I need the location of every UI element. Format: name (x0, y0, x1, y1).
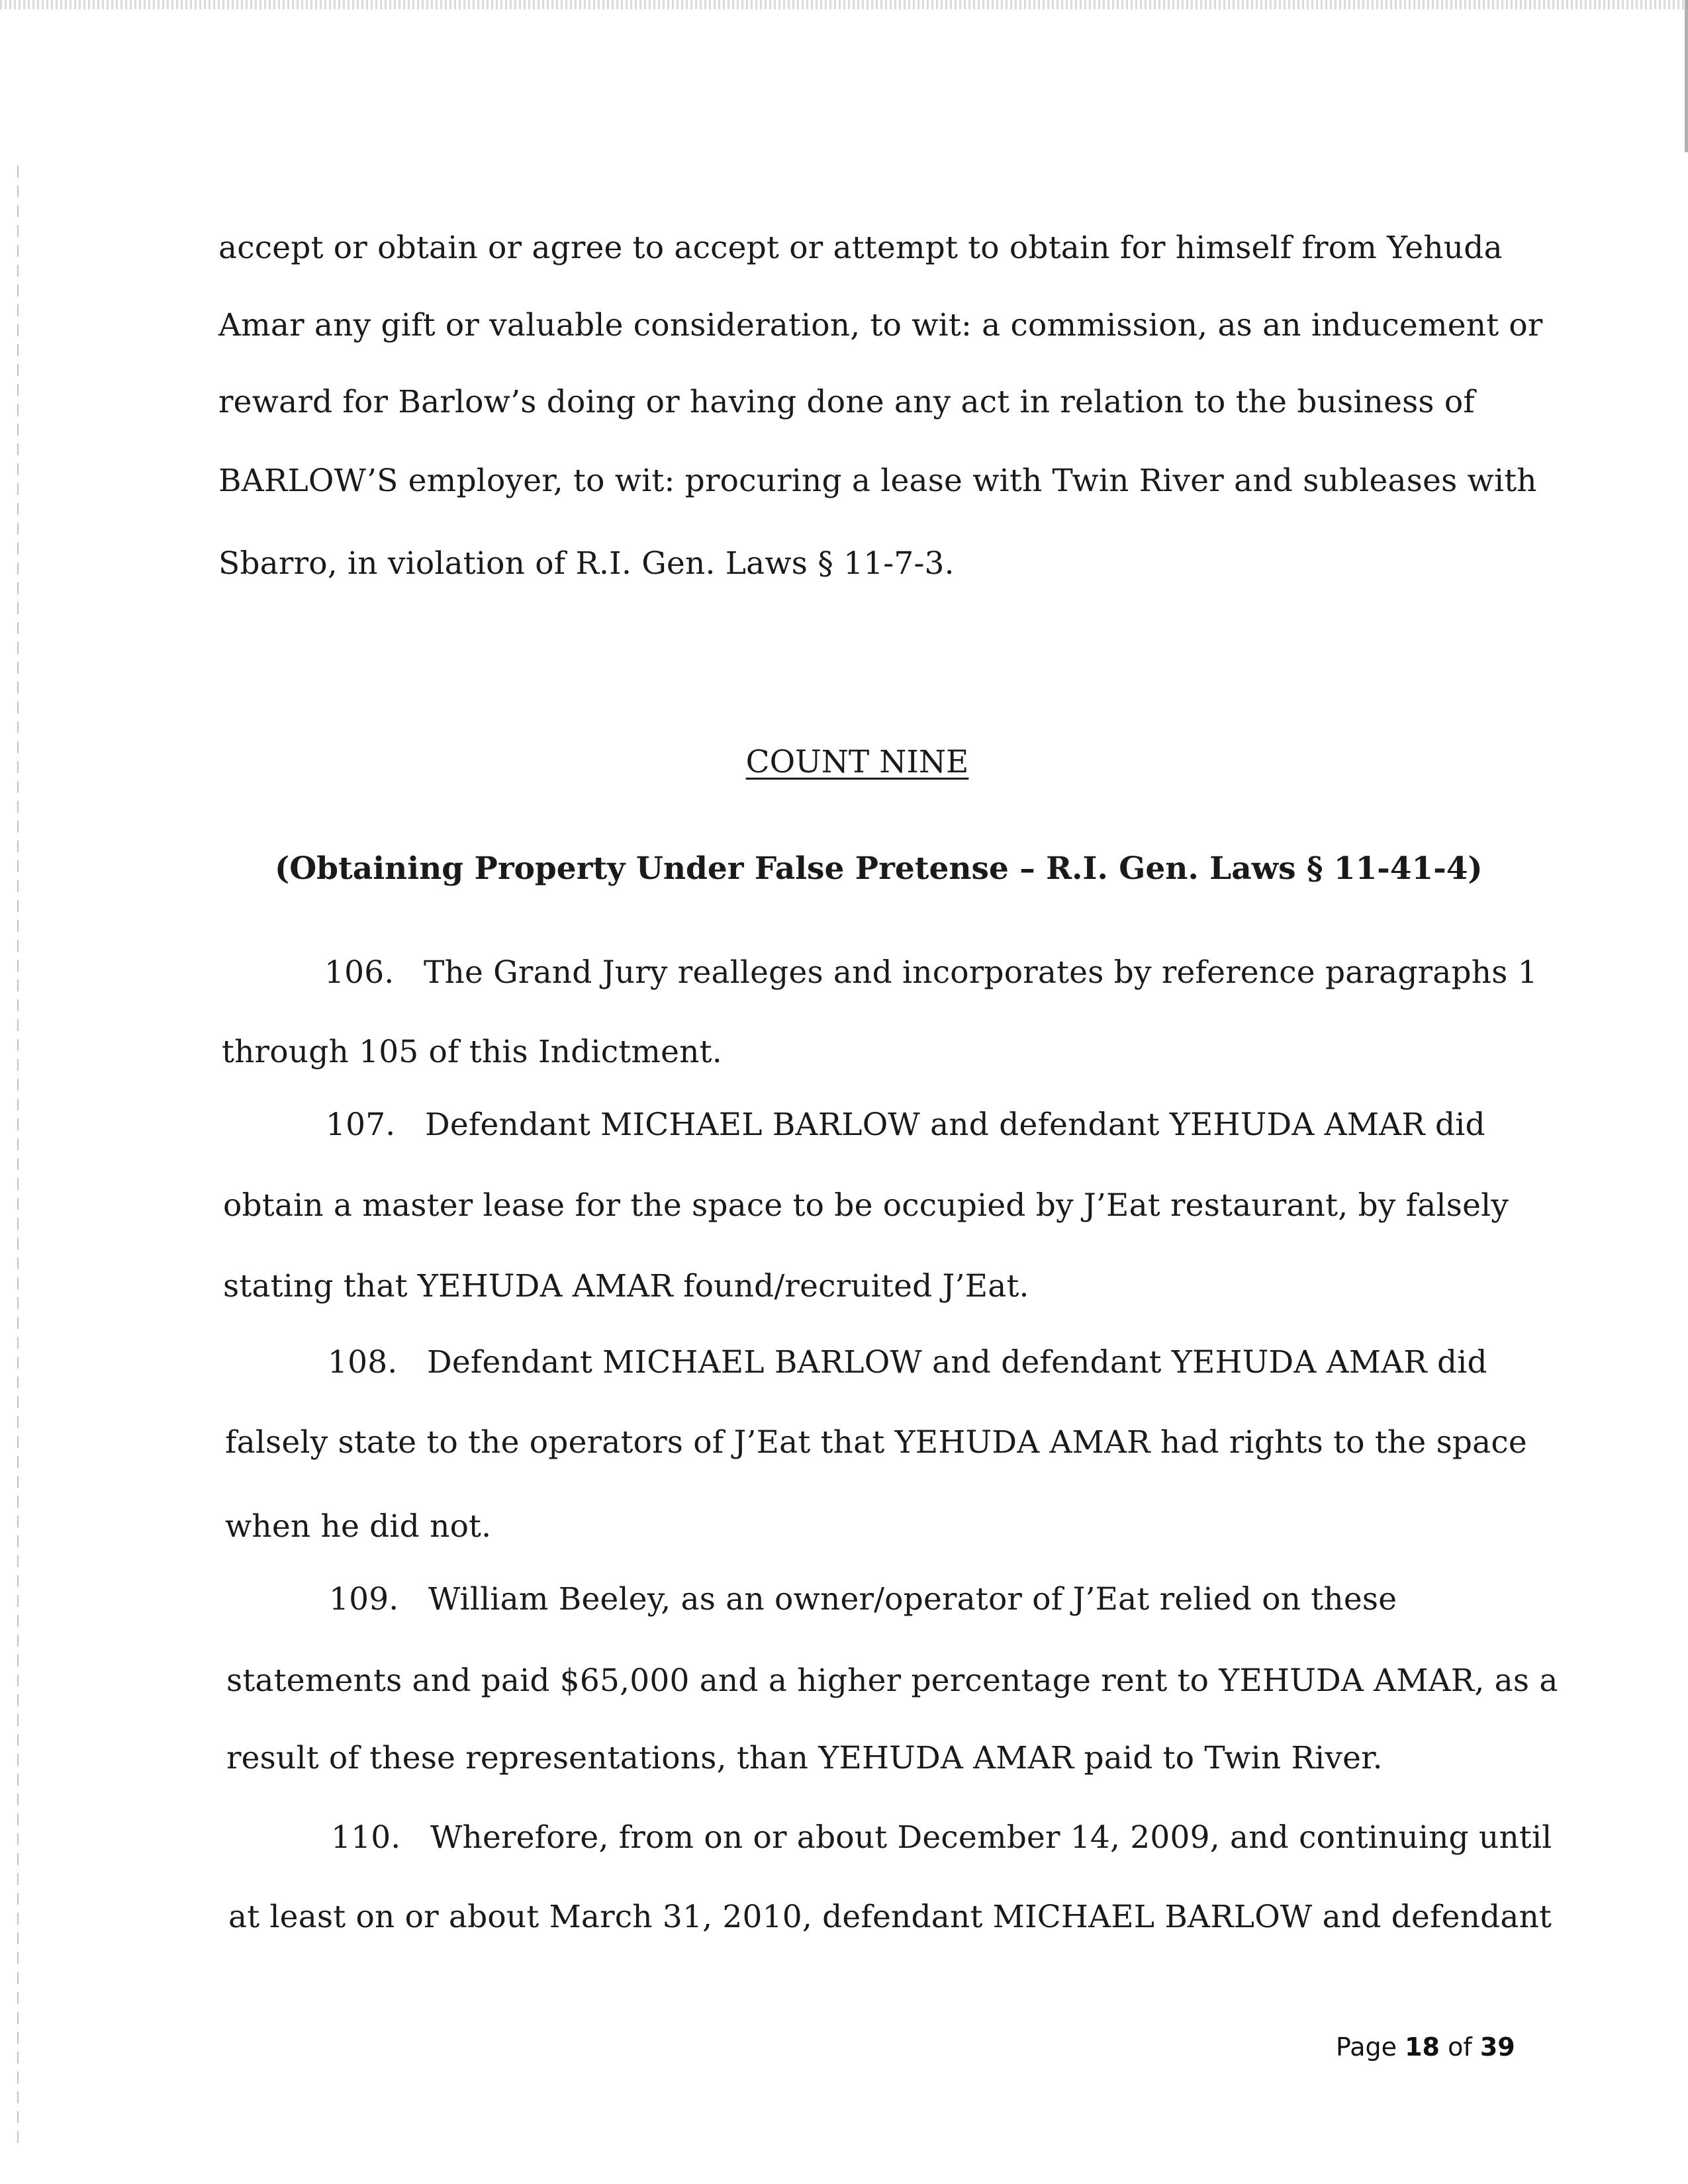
paragraph-text: Defendant MICHAEL BARLOW and defendant YEHUDA AMAR did (427, 1344, 1487, 1381)
paragraph-text: Defendant MICHAEL BARLOW and defendant YEHUDA AMAR did (425, 1107, 1485, 1143)
count-heading (0, 743, 1688, 782)
body-line: statements and paid $65,000 and a higher percentage rent to YEHUDA AMAR, as a (226, 1662, 1558, 1699)
paragraph-106-first-line (324, 953, 1538, 993)
paragraph-110-first-line (331, 1818, 1552, 1858)
body-line: result of these representations, than YEHUDA AMAR paid to Twin River. (226, 1740, 1383, 1776)
body-line: Amar any gift or valuable consideration, to wit: a commission, as an inducement or (218, 307, 1543, 343)
body-line: Sbarro, in violation of R.I. Gen. Laws § 11-7-3. (218, 545, 955, 582)
body-line: BARLOW’S employer, to wit: procuring a lease with Twin River and subleases with (218, 463, 1537, 499)
body-line: reward for Barlow’s doing or having done any act in relation to the business of (218, 384, 1475, 420)
scan-artifact-top (0, 0, 1688, 9)
paragraph-text: The Grand Jury realleges and incorporates by reference paragraphs 1 (424, 954, 1538, 991)
current-page-number: 18 (1405, 2032, 1440, 2062)
paragraph-number: 110. (331, 1819, 401, 1856)
body-line: when he did not. (225, 1508, 492, 1545)
paragraph-text: William Beeley, as an owner/operator of J’Eat relied on these (428, 1581, 1397, 1617)
of-label: of (1448, 2032, 1472, 2062)
page-label: Page (1336, 2032, 1397, 2062)
page-number-footer (1336, 2030, 1515, 2064)
paragraph-107-first-line (326, 1105, 1485, 1145)
paragraph-109-first-line (329, 1580, 1397, 1619)
total-pages: 39 (1479, 2032, 1515, 2062)
scan-artifact-left (17, 165, 19, 2151)
paragraph-number: 107. (326, 1107, 396, 1143)
paragraph-number: 108. (328, 1344, 398, 1381)
body-line: through 105 of this Indictment. (222, 1034, 722, 1070)
body-line: falsely state to the operators of J’Eat that YEHUDA AMAR had rights to the space (225, 1424, 1527, 1461)
paragraph-number: 106. (324, 954, 395, 991)
paragraph-text: Wherefore, from on or about December 14, 2009, and continuing until (430, 1819, 1552, 1856)
count-subheading: (Obtaining Property Under False Pretense – R.I. Gen. Laws § 11-41-4) (275, 850, 1483, 887)
body-line: at least on or about March 31, 2010, defendant MICHAEL BARLOW and defendant (228, 1899, 1552, 1935)
paragraph-108-first-line (328, 1343, 1487, 1383)
scan-artifact-right (1685, 0, 1688, 152)
count-heading-text: COUNT NINE (745, 744, 969, 780)
body-line: accept or obtain or agree to accept or attempt to obtain for himself from Yehuda (218, 230, 1503, 266)
body-line: stating that YEHUDA AMAR found/recruited J’Eat. (223, 1268, 1029, 1304)
paragraph-number: 109. (329, 1581, 399, 1617)
body-line: obtain a master lease for the space to be occupied by J’Eat restaurant, by falsely (223, 1187, 1509, 1224)
